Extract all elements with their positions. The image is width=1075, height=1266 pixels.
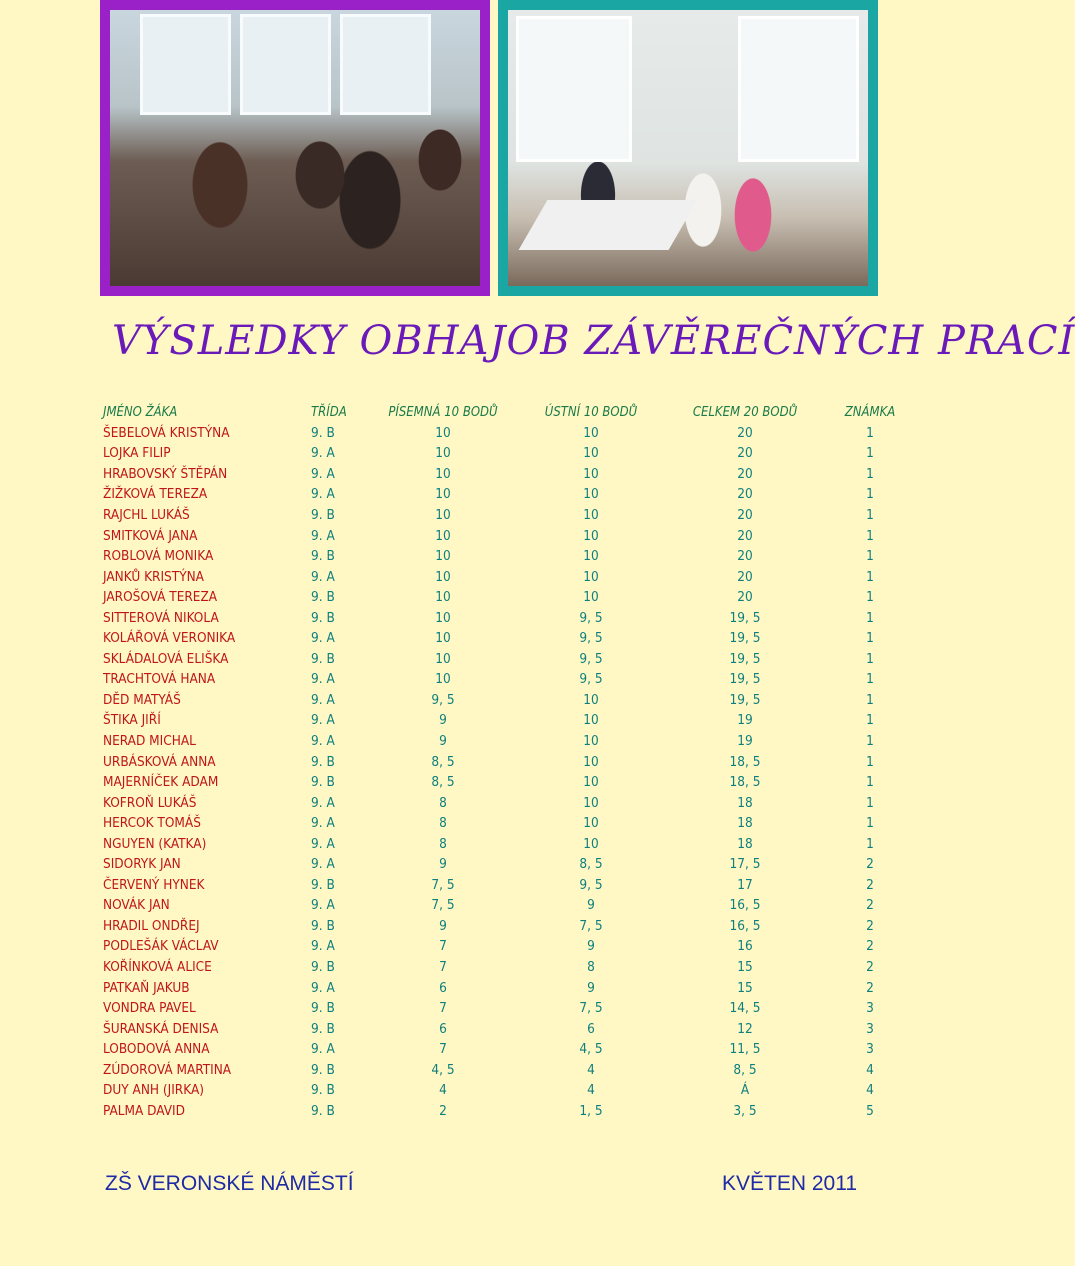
cell-grade: 5 xyxy=(866,1102,874,1119)
cell-total: 20 xyxy=(737,465,753,482)
cell-written: 7, 5 xyxy=(431,876,455,893)
cell-grade: 1 xyxy=(866,486,874,503)
cell-grade: 2 xyxy=(866,856,874,873)
table-row xyxy=(100,1039,915,1060)
cell-name: ŽIŽKOVÁ TEREZA xyxy=(103,486,208,503)
cell-total: 8, 5 xyxy=(733,1061,757,1078)
committee-table xyxy=(519,200,698,250)
cell-total: 20 xyxy=(737,527,753,544)
cell-oral: 4 xyxy=(587,1061,595,1078)
column-header-name: JMÉNO ŽÁKA xyxy=(103,404,178,420)
cell-total: 17 xyxy=(737,876,753,893)
table-header-row xyxy=(100,402,915,423)
cell-oral: 9 xyxy=(587,938,595,955)
cell-class: 9. A xyxy=(311,938,335,955)
cell-class: 9. A xyxy=(311,445,335,462)
cell-name: ČERVENÝ HYNEK xyxy=(103,876,205,893)
cell-grade: 2 xyxy=(866,959,874,976)
column-header-class: TŘÍDA xyxy=(311,404,347,420)
cell-written: 10 xyxy=(435,445,451,462)
cell-total: 19, 5 xyxy=(729,630,761,647)
cell-name: NOVÁK JAN xyxy=(103,897,170,914)
cell-class: 9. B xyxy=(311,959,335,976)
table-row xyxy=(100,895,915,916)
cell-written: 10 xyxy=(435,671,451,688)
cell-oral: 10 xyxy=(583,835,599,852)
cell-total: 18, 5 xyxy=(729,774,761,791)
cell-name: VONDRA PAVEL xyxy=(103,1000,196,1017)
cell-total: 19, 5 xyxy=(729,650,761,667)
cell-grade: 1 xyxy=(866,445,874,462)
cell-name: PALMA DAVID xyxy=(103,1102,185,1119)
cell-written: 4, 5 xyxy=(431,1061,455,1078)
cell-grade: 1 xyxy=(866,527,874,544)
results-body xyxy=(100,423,915,1122)
cell-total: 12 xyxy=(737,1020,753,1037)
cell-class: 9. A xyxy=(311,465,335,482)
cell-oral: 10 xyxy=(583,815,599,832)
cell-oral: 9, 5 xyxy=(579,609,603,626)
cell-grade: 1 xyxy=(866,465,874,482)
cell-name: HRADIL ONDŘEJ xyxy=(103,917,200,934)
results-table xyxy=(100,402,915,1121)
cell-name: SMITKOVÁ JANA xyxy=(103,527,198,544)
cell-total: 15 xyxy=(737,959,753,976)
cell-class: 9. A xyxy=(311,527,335,544)
table-row xyxy=(100,690,915,711)
cell-class: 9. B xyxy=(311,1000,335,1017)
table-row xyxy=(100,587,915,608)
photo-students xyxy=(110,10,480,286)
cell-class: 9. B xyxy=(311,1020,335,1037)
cell-name: KOLÁŘOVÁ VERONIKA xyxy=(103,630,236,647)
cell-class: 9. A xyxy=(311,794,335,811)
cell-name: NERAD MICHAL xyxy=(103,733,196,750)
cell-oral: 10 xyxy=(583,753,599,770)
table-row xyxy=(100,916,915,937)
table-row xyxy=(100,833,915,854)
cell-grade: 4 xyxy=(866,1082,874,1099)
cell-written: 10 xyxy=(435,650,451,667)
cell-grade: 1 xyxy=(866,835,874,852)
cell-written: 7 xyxy=(439,959,447,976)
cell-written: 10 xyxy=(435,548,451,565)
cell-name: ŠURANSKÁ DENISA xyxy=(103,1020,219,1037)
cell-oral: 8 xyxy=(587,959,595,976)
column-header-total: CELKEM 20 BODŮ xyxy=(692,404,798,420)
cell-written: 9 xyxy=(439,733,447,750)
column-header-grade: ZNÁMKA xyxy=(844,404,896,420)
cell-grade: 1 xyxy=(866,548,874,565)
cell-name: JANKŮ KRISTÝNA xyxy=(103,568,204,585)
footer-date: KVĚTEN 2011 xyxy=(722,1172,858,1195)
table-row xyxy=(100,464,915,485)
cell-total: 20 xyxy=(737,507,753,523)
cell-name: DUY ANH (JIRKA) xyxy=(103,1082,205,1099)
table-row xyxy=(100,505,915,526)
cell-written: 7 xyxy=(439,1000,447,1017)
cell-total: 20 xyxy=(737,568,753,585)
cell-oral: 9 xyxy=(587,897,595,914)
cell-grade: 1 xyxy=(866,671,874,688)
table-row xyxy=(100,484,915,505)
cell-total: 15 xyxy=(737,979,753,996)
cell-grade: 1 xyxy=(866,630,874,647)
cell-class: 9. A xyxy=(311,568,335,585)
cell-grade: 3 xyxy=(866,1020,874,1037)
cell-oral: 10 xyxy=(583,424,599,441)
cell-grade: 1 xyxy=(866,507,874,523)
cell-written: 4 xyxy=(439,1082,447,1099)
table-row xyxy=(100,423,915,444)
cell-total: 20 xyxy=(737,445,753,462)
cell-oral: 10 xyxy=(583,507,599,523)
cell-total: 19 xyxy=(737,712,753,729)
table-row xyxy=(100,731,915,752)
cell-written: 10 xyxy=(435,589,451,606)
cell-name: URBÁSKOVÁ ANNA xyxy=(103,753,216,770)
cell-total: 20 xyxy=(737,424,753,441)
cell-class: 9. A xyxy=(311,897,335,914)
cell-written: 6 xyxy=(439,1020,447,1037)
cell-class: 9. B xyxy=(311,609,335,626)
cell-oral: 10 xyxy=(583,794,599,811)
cell-total: 19, 5 xyxy=(729,609,761,626)
cell-oral: 7, 5 xyxy=(579,917,603,934)
cell-class: 9. B xyxy=(311,507,335,523)
cell-name: PATKAŇ JAKUB xyxy=(103,979,190,996)
cell-total: 20 xyxy=(737,486,753,503)
cell-grade: 4 xyxy=(866,1061,874,1078)
cell-oral: 10 xyxy=(583,486,599,503)
cell-class: 9. A xyxy=(311,856,335,873)
cell-grade: 2 xyxy=(866,917,874,934)
cell-grade: 1 xyxy=(866,753,874,770)
table-row xyxy=(100,566,915,587)
table-row xyxy=(100,875,915,896)
cell-name: ZÚDOROVÁ MARTINA xyxy=(103,1061,232,1078)
cell-name: HERCOK TOMÁŠ xyxy=(103,815,201,832)
cell-oral: 4 xyxy=(587,1082,595,1099)
cell-name: LOBODOVÁ ANNA xyxy=(103,1041,210,1058)
cell-oral: 10 xyxy=(583,774,599,791)
table-row xyxy=(100,772,915,793)
cell-name: LOJKA FILIP xyxy=(103,445,171,462)
table-row xyxy=(100,710,915,731)
cell-written: 10 xyxy=(435,630,451,647)
cell-written: 7, 5 xyxy=(431,897,455,914)
table-row xyxy=(100,813,915,834)
cell-oral: 10 xyxy=(583,589,599,606)
cell-name: JAROŠOVÁ TEREZA xyxy=(103,589,218,606)
cell-oral: 10 xyxy=(583,527,599,544)
cell-name: KOŘÍNKOVÁ ALICE xyxy=(103,959,212,976)
window xyxy=(738,16,859,162)
cell-oral: 1, 5 xyxy=(579,1102,603,1119)
table-row xyxy=(100,443,915,464)
cell-class: 9. A xyxy=(311,815,335,832)
cell-total: 20 xyxy=(737,548,753,565)
cell-total: 18 xyxy=(737,794,753,811)
cell-name: DĚD MATYÁŠ xyxy=(103,691,181,708)
cell-name: ROBLOVÁ MONIKA xyxy=(103,548,214,565)
cell-written: 9, 5 xyxy=(431,691,455,708)
cell-oral: 9, 5 xyxy=(579,876,603,893)
window xyxy=(140,14,231,115)
table-row xyxy=(100,628,915,649)
cell-oral: 7, 5 xyxy=(579,1000,603,1017)
cell-class: 9. B xyxy=(311,753,335,770)
table-row xyxy=(100,607,915,628)
cell-class: 9. B xyxy=(311,774,335,791)
cell-class: 9. A xyxy=(311,691,335,708)
cell-written: 10 xyxy=(435,424,451,441)
cell-grade: 3 xyxy=(866,1000,874,1017)
school-name: ZŠ VERONSKÉ NÁMĚSTÍ xyxy=(105,1172,354,1195)
cell-name: ŠTIKA JIŘÍ xyxy=(103,712,161,729)
cell-total: 19, 5 xyxy=(729,691,761,708)
cell-written: 2 xyxy=(439,1102,447,1119)
cell-name: RAJCHL LUKÁŠ xyxy=(103,507,190,523)
cell-written: 7 xyxy=(439,1041,447,1058)
cell-name: SIDORYK JAN xyxy=(103,856,181,873)
cell-class: 9. B xyxy=(311,650,335,667)
cell-written: 8 xyxy=(439,794,447,811)
cell-total: 16 xyxy=(737,938,753,955)
table-row xyxy=(100,1018,915,1039)
cell-total: 3, 5 xyxy=(733,1102,757,1119)
cell-grade: 2 xyxy=(866,979,874,996)
column-header-oral: ÚSTNÍ 10 BODŮ xyxy=(544,404,638,420)
cell-grade: 1 xyxy=(866,815,874,832)
cell-oral: 6 xyxy=(587,1020,595,1037)
cell-class: 9. A xyxy=(311,630,335,647)
cell-grade: 1 xyxy=(866,712,874,729)
cell-written: 9 xyxy=(439,712,447,729)
cell-grade: 1 xyxy=(866,794,874,811)
cell-written: 9 xyxy=(439,917,447,934)
cell-total: 14, 5 xyxy=(729,1000,761,1017)
cell-total: 16, 5 xyxy=(729,897,761,914)
cell-total: 19 xyxy=(737,733,753,750)
cell-name: PODLEŠÁK VÁCLAV xyxy=(103,938,219,955)
cell-oral: 10 xyxy=(583,691,599,708)
table-row xyxy=(100,751,915,772)
table-row xyxy=(100,525,915,546)
cell-written: 10 xyxy=(435,465,451,482)
cell-name: SITTEROVÁ NIKOLA xyxy=(103,609,219,626)
cell-class: 9. A xyxy=(311,733,335,750)
cell-class: 9. B xyxy=(311,1082,335,1099)
cell-grade: 2 xyxy=(866,897,874,914)
table-row xyxy=(100,669,915,690)
cell-total: 17, 5 xyxy=(729,856,761,873)
cell-total: 16, 5 xyxy=(729,917,761,934)
cell-name: TRACHTOVÁ HANA xyxy=(103,671,216,688)
cell-oral: 9, 5 xyxy=(579,671,603,688)
cell-grade: 2 xyxy=(866,876,874,893)
cell-name: ŠEBELOVÁ KRISTÝNA xyxy=(103,424,230,441)
cell-oral: 10 xyxy=(583,712,599,729)
cell-grade: 2 xyxy=(866,938,874,955)
cell-grade: 3 xyxy=(866,1041,874,1058)
cell-written: 8, 5 xyxy=(431,753,455,770)
cell-written: 6 xyxy=(439,979,447,996)
cell-oral: 4, 5 xyxy=(579,1041,603,1058)
cell-oral: 9, 5 xyxy=(579,630,603,647)
cell-class: 9. B xyxy=(311,917,335,934)
photo-frame-left xyxy=(100,0,490,296)
cell-written: 9 xyxy=(439,856,447,873)
cell-grade: 1 xyxy=(866,691,874,708)
table-row xyxy=(100,1080,915,1101)
cell-class: 9. A xyxy=(311,671,335,688)
cell-class: 9. B xyxy=(311,589,335,606)
cell-oral: 10 xyxy=(583,733,599,750)
cell-class: 9. B xyxy=(311,424,335,441)
cell-written: 10 xyxy=(435,486,451,503)
window xyxy=(240,14,331,115)
cell-written: 10 xyxy=(435,527,451,544)
cell-written: 10 xyxy=(435,507,451,523)
cell-class: 9. B xyxy=(311,1102,335,1119)
cell-written: 8, 5 xyxy=(431,774,455,791)
table-row xyxy=(100,1101,915,1122)
cell-class: 9. A xyxy=(311,712,335,729)
table-row xyxy=(100,1060,915,1081)
cell-written: 8 xyxy=(439,815,447,832)
column-header-written: PÍSEMNÁ 10 BODŮ xyxy=(388,404,498,420)
cell-class: 9. A xyxy=(311,979,335,996)
cell-class: 9. A xyxy=(311,835,335,852)
cell-class: 9. B xyxy=(311,548,335,565)
cell-grade: 1 xyxy=(866,589,874,606)
cell-grade: 1 xyxy=(866,568,874,585)
cell-total: 18 xyxy=(737,835,753,852)
cell-grade: 1 xyxy=(866,424,874,441)
cell-total: 20 xyxy=(737,589,753,606)
cell-oral: 10 xyxy=(583,465,599,482)
cell-total: 11, 5 xyxy=(729,1041,761,1058)
cell-name: NGUYEN (KATKA) xyxy=(103,835,207,852)
table-row xyxy=(100,998,915,1019)
cell-oral: 8, 5 xyxy=(579,856,603,873)
cell-name: HRABOVSKÝ ŠTĚPÁN xyxy=(103,465,228,482)
cell-class: 9. A xyxy=(311,1041,335,1058)
cell-total: 18, 5 xyxy=(729,753,761,770)
table-row xyxy=(100,649,915,670)
cell-total: Á xyxy=(740,1082,750,1099)
cell-total: 18 xyxy=(737,815,753,832)
window xyxy=(340,14,431,115)
cell-name: MAJERNÍČEK ADAM xyxy=(103,774,219,791)
cell-written: 10 xyxy=(435,568,451,585)
cell-oral: 9, 5 xyxy=(579,650,603,667)
cell-oral: 10 xyxy=(583,445,599,462)
table-row xyxy=(100,854,915,875)
cell-grade: 1 xyxy=(866,774,874,791)
cell-grade: 1 xyxy=(866,733,874,750)
photo-committee xyxy=(508,10,868,286)
table-row xyxy=(100,977,915,998)
cell-oral: 9 xyxy=(587,979,595,996)
cell-class: 9. A xyxy=(311,486,335,503)
cell-total: 19, 5 xyxy=(729,671,761,688)
cell-oral: 10 xyxy=(583,548,599,565)
table-row xyxy=(100,546,915,567)
cell-class: 9. B xyxy=(311,1061,335,1078)
cell-written: 10 xyxy=(435,609,451,626)
cell-name: SKLÁDALOVÁ ELIŠKA xyxy=(103,650,229,667)
cell-written: 7 xyxy=(439,938,447,955)
cell-class: 9. B xyxy=(311,876,335,893)
photo-frame-right xyxy=(498,0,878,296)
cell-name: KOFROŇ LUKÁŠ xyxy=(103,794,197,811)
cell-written: 8 xyxy=(439,835,447,852)
cell-grade: 1 xyxy=(866,650,874,667)
cell-grade: 1 xyxy=(866,609,874,626)
table-row xyxy=(100,936,915,957)
cell-oral: 10 xyxy=(583,568,599,585)
table-row xyxy=(100,792,915,813)
page-title: VÝSLEDKY OBHAJOB ZÁVĚREČNÝCH PRACÍ xyxy=(112,318,1075,364)
window xyxy=(516,16,632,162)
table-row xyxy=(100,957,915,978)
